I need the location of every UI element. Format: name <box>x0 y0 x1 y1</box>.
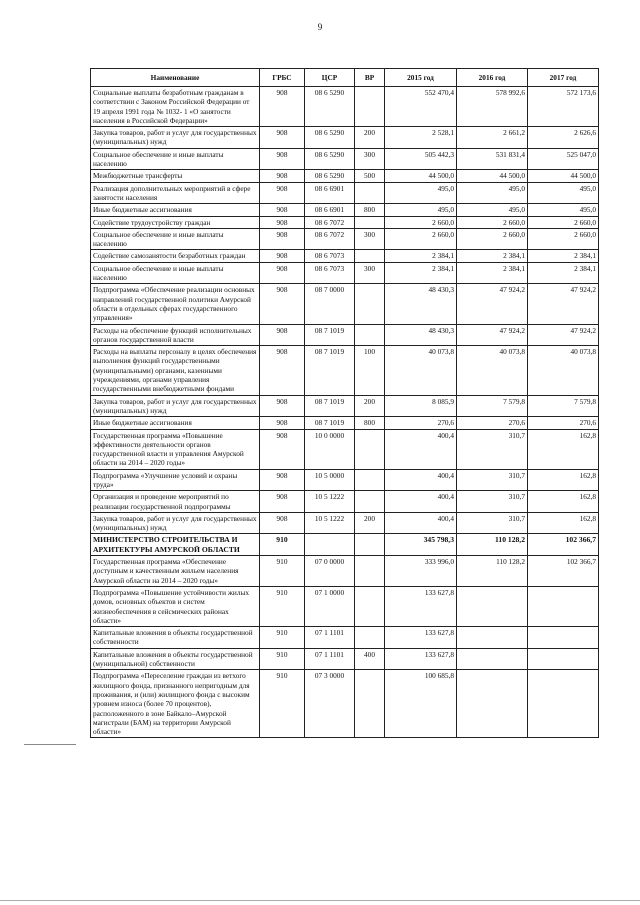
cell-vr <box>355 429 385 469</box>
cell-2016: 2 661,2 <box>457 127 528 149</box>
table-row <box>91 395 599 417</box>
cell-2016: 578 992,6 <box>457 87 528 127</box>
cell-csr: 07 1 1101 <box>305 627 355 649</box>
cell-2016: 40 073,8 <box>457 346 528 395</box>
cell-grbs: 908 <box>260 228 305 250</box>
cell-grbs: 908 <box>260 148 305 170</box>
cell-2015: 40 073,8 <box>385 346 457 395</box>
cell-name: МИНИСТЕРСТВО СТРОИТЕЛЬСТВА И АРХИТЕКТУРЫ АМУРСКОЙ ОБЛАСТИ <box>91 534 260 556</box>
table-row <box>91 284 599 324</box>
cell-name: Социальное обеспечение и иные выплаты населению <box>91 262 260 284</box>
cell-name: Расходы на выплаты персоналу в целях обеспечения выполнения функций государственными (муниципальными) органами, казенными учреждениями, органами управления государственными внебюджетными фондами <box>91 346 260 395</box>
table-row <box>91 627 599 649</box>
table-row <box>91 262 599 284</box>
cell-2016: 495,0 <box>457 204 528 216</box>
cell-grbs: 908 <box>260 216 305 228</box>
cell-2016: 495,0 <box>457 182 528 204</box>
cell-vr <box>355 670 385 738</box>
cell-2016: 7 579,8 <box>457 395 528 417</box>
cell-2015: 2 384,1 <box>385 250 457 262</box>
cell-grbs: 908 <box>260 87 305 127</box>
cell-vr <box>355 182 385 204</box>
cell-vr <box>355 556 385 587</box>
cell-2015: 100 685,8 <box>385 670 457 738</box>
cell-name: Организация и проведение мероприятий по реализации государственной подпрограммы <box>91 491 260 513</box>
cell-2017: 162,8 <box>528 512 599 534</box>
cell-csr: 08 6 7072 <box>305 216 355 228</box>
cell-2016: 531 831,4 <box>457 148 528 170</box>
cell-2015: 333 996,0 <box>385 556 457 587</box>
cell-2015: 133 627,8 <box>385 648 457 670</box>
cell-2015: 400,4 <box>385 491 457 513</box>
table-row <box>91 170 599 182</box>
cell-name: Социальные выплаты безработным гражданам в соответствии с Законом Российской Федерации от 19 апреля 1991 года № 1032- 1 «О занятости населения в Российской Федерации» <box>91 87 260 127</box>
cell-2015: 2 660,0 <box>385 228 457 250</box>
cell-csr: 10 5 1222 <box>305 512 355 534</box>
cell-csr: 08 6 7073 <box>305 262 355 284</box>
cell-name: Иные бюджетные ассигнования <box>91 417 260 429</box>
cell-2017: 2 660,0 <box>528 216 599 228</box>
cell-name: Закупка товаров, работ и услуг для государственных (муниципальных) нужд <box>91 127 260 149</box>
cell-2015: 44 500,0 <box>385 170 457 182</box>
cell-2015: 48 430,3 <box>385 284 457 324</box>
cell-vr: 200 <box>355 512 385 534</box>
cell-csr: 10 0 0000 <box>305 429 355 469</box>
cell-2016 <box>457 648 528 670</box>
cell-grbs: 908 <box>260 469 305 491</box>
cell-2016: 110 128,2 <box>457 556 528 587</box>
cell-2017: 525 047,0 <box>528 148 599 170</box>
table-row <box>91 127 599 149</box>
table-row <box>91 429 599 469</box>
cell-2017: 162,8 <box>528 429 599 469</box>
cell-2017: 2 660,0 <box>528 228 599 250</box>
cell-2016: 44 500,0 <box>457 170 528 182</box>
cell-csr: 08 6 7072 <box>305 228 355 250</box>
cell-2015: 400,4 <box>385 512 457 534</box>
page-bottom-edge <box>0 900 640 901</box>
cell-vr <box>355 469 385 491</box>
cell-csr: 10 5 1222 <box>305 491 355 513</box>
cell-2016: 2 384,1 <box>457 262 528 284</box>
cell-vr: 300 <box>355 262 385 284</box>
cell-csr: 08 6 5290 <box>305 148 355 170</box>
cell-2017: 572 173,6 <box>528 87 599 127</box>
cell-csr <box>305 534 355 556</box>
cell-csr: 08 6 5290 <box>305 170 355 182</box>
cell-2015: 552 470,4 <box>385 87 457 127</box>
cell-csr: 08 7 1019 <box>305 417 355 429</box>
cell-vr <box>355 491 385 513</box>
table-row <box>91 346 599 395</box>
cell-vr: 800 <box>355 204 385 216</box>
cell-2016: 270,6 <box>457 417 528 429</box>
cell-name: Государственная программа «Повышение эффективности деятельности органов государственной власти и управления Амурской области на 2014 – 2020 годы» <box>91 429 260 469</box>
cell-2016 <box>457 627 528 649</box>
cell-csr: 08 7 1019 <box>305 346 355 395</box>
cell-csr: 08 7 1019 <box>305 324 355 346</box>
cell-2017: 2 384,1 <box>528 262 599 284</box>
cell-2016: 110 128,2 <box>457 534 528 556</box>
cell-grbs: 910 <box>260 670 305 738</box>
cell-2017: 495,0 <box>528 182 599 204</box>
table-header-row <box>91 69 599 87</box>
cell-vr: 200 <box>355 127 385 149</box>
cell-2016: 2 384,1 <box>457 250 528 262</box>
cell-2017: 44 500,0 <box>528 170 599 182</box>
header-csr: ЦСР <box>305 69 355 87</box>
cell-2017: 102 366,7 <box>528 534 599 556</box>
cell-2017 <box>528 670 599 738</box>
cell-grbs: 908 <box>260 324 305 346</box>
cell-grbs: 910 <box>260 534 305 556</box>
table-row <box>91 556 599 587</box>
cell-grbs: 908 <box>260 395 305 417</box>
cell-2017: 162,8 <box>528 469 599 491</box>
cell-name: Социальное обеспечение и иные выплаты населению <box>91 228 260 250</box>
cell-vr <box>355 627 385 649</box>
cell-name: Межбюджетные трансферты <box>91 170 260 182</box>
cell-name: Государственная программа «Обеспечение доступным и качественным жильем населения Амурской области на 2014 – 2020 годы» <box>91 556 260 587</box>
cell-name: Капитальные вложения в объекты государственной собственности <box>91 627 260 649</box>
cell-grbs: 908 <box>260 346 305 395</box>
cell-name: Закупка товаров, работ и услуг для государственных (муниципальных) нужд <box>91 512 260 534</box>
cell-name: Капитальные вложения в объекты государственной (муниципальной) собственности <box>91 648 260 670</box>
header-2015: 2015 год <box>385 69 457 87</box>
cell-name: Содействие трудоустройству граждан <box>91 216 260 228</box>
cell-2017: 47 924,2 <box>528 284 599 324</box>
margin-mark <box>24 744 76 745</box>
cell-2015: 495,0 <box>385 204 457 216</box>
header-vr: ВР <box>355 69 385 87</box>
cell-grbs: 908 <box>260 250 305 262</box>
cell-vr: 500 <box>355 170 385 182</box>
cell-grbs: 908 <box>260 170 305 182</box>
cell-2015: 133 627,8 <box>385 586 457 626</box>
cell-csr: 08 6 6901 <box>305 182 355 204</box>
cell-name: Иные бюджетные ассигнования <box>91 204 260 216</box>
cell-2016: 310,7 <box>457 491 528 513</box>
table-row <box>91 512 599 534</box>
cell-grbs: 908 <box>260 491 305 513</box>
cell-grbs: 908 <box>260 182 305 204</box>
cell-2017: 2 626,6 <box>528 127 599 149</box>
cell-name: Подпрограмма «Обеспечение реализации основных направлений государственной политики Амурской области в отдельных сферах государственного управления» <box>91 284 260 324</box>
cell-2016: 47 924,2 <box>457 324 528 346</box>
cell-2016: 310,7 <box>457 429 528 469</box>
cell-2016: 2 660,0 <box>457 228 528 250</box>
cell-2017 <box>528 627 599 649</box>
cell-2016: 2 660,0 <box>457 216 528 228</box>
table-row <box>91 182 599 204</box>
table-row <box>91 586 599 626</box>
cell-2015: 505 442,3 <box>385 148 457 170</box>
header-2017: 2017 год <box>528 69 599 87</box>
cell-name: Содействие самозанятости безработных граждан <box>91 250 260 262</box>
cell-2017: 495,0 <box>528 204 599 216</box>
cell-2015: 345 798,3 <box>385 534 457 556</box>
cell-2016: 47 924,2 <box>457 284 528 324</box>
cell-2015: 495,0 <box>385 182 457 204</box>
cell-2015: 400,4 <box>385 429 457 469</box>
cell-name: Подпрограмма «Повышение устойчивости жилых домов, основных объектов и систем жизнеобеспечения в сейсмических районах области» <box>91 586 260 626</box>
cell-name: Реализация дополнительных мероприятий в сфере занятости населения <box>91 182 260 204</box>
cell-grbs: 910 <box>260 648 305 670</box>
cell-vr: 800 <box>355 417 385 429</box>
cell-grbs: 908 <box>260 262 305 284</box>
cell-2017: 102 366,7 <box>528 556 599 587</box>
table-row <box>91 670 599 738</box>
cell-csr: 07 1 1101 <box>305 648 355 670</box>
cell-2015: 133 627,8 <box>385 627 457 649</box>
cell-2017: 270,6 <box>528 417 599 429</box>
cell-2016: 310,7 <box>457 469 528 491</box>
cell-vr: 100 <box>355 346 385 395</box>
cell-grbs: 908 <box>260 417 305 429</box>
cell-2017 <box>528 586 599 626</box>
cell-grbs: 910 <box>260 627 305 649</box>
cell-grbs: 910 <box>260 586 305 626</box>
cell-vr: 200 <box>355 395 385 417</box>
cell-csr: 10 5 0000 <box>305 469 355 491</box>
cell-name: Подпрограмма «Переселение граждан из ветхого жилищного фонда, признанного непригодным для проживания, и (или) жилищного фонда с высоким уровнем износа (более 70 процентов), расположенного в зоне Байкало–Амурской магистрали (БАМ) на территории Амурской области» <box>91 670 260 738</box>
cell-2015: 48 430,3 <box>385 324 457 346</box>
page-number: 9 <box>317 22 323 32</box>
cell-vr <box>355 216 385 228</box>
cell-vr: 300 <box>355 148 385 170</box>
cell-grbs: 910 <box>260 556 305 587</box>
table-row <box>91 87 599 127</box>
header-grbs: ГРБС <box>260 69 305 87</box>
cell-csr: 07 3 0000 <box>305 670 355 738</box>
cell-vr: 400 <box>355 648 385 670</box>
table-row <box>91 417 599 429</box>
cell-vr: 300 <box>355 228 385 250</box>
cell-vr <box>355 586 385 626</box>
table-row <box>91 469 599 491</box>
cell-2015: 270,6 <box>385 417 457 429</box>
cell-2017: 162,8 <box>528 491 599 513</box>
cell-2015: 8 085,9 <box>385 395 457 417</box>
cell-csr: 07 1 0000 <box>305 586 355 626</box>
cell-2017: 47 924,2 <box>528 324 599 346</box>
cell-2017: 7 579,8 <box>528 395 599 417</box>
cell-2015: 2 384,1 <box>385 262 457 284</box>
table-row <box>91 148 599 170</box>
cell-grbs: 908 <box>260 512 305 534</box>
cell-vr <box>355 324 385 346</box>
cell-csr: 08 7 1019 <box>305 395 355 417</box>
budget-table <box>90 68 599 738</box>
table-row <box>91 324 599 346</box>
cell-2015: 2 660,0 <box>385 216 457 228</box>
cell-vr <box>355 284 385 324</box>
cell-2015: 400,4 <box>385 469 457 491</box>
cell-vr <box>355 250 385 262</box>
cell-2015: 2 528,1 <box>385 127 457 149</box>
cell-csr: 08 6 5290 <box>305 127 355 149</box>
cell-vr <box>355 87 385 127</box>
cell-name: Закупка товаров, работ и услуг для государственных (муниципальных) нужд <box>91 395 260 417</box>
cell-csr: 08 6 7073 <box>305 250 355 262</box>
cell-name: Социальное обеспечение и иные выплаты населению <box>91 148 260 170</box>
cell-2016: 310,7 <box>457 512 528 534</box>
header-2016: 2016 год <box>457 69 528 87</box>
cell-2017 <box>528 648 599 670</box>
cell-2017: 40 073,8 <box>528 346 599 395</box>
cell-grbs: 908 <box>260 284 305 324</box>
header-name: Наименование <box>91 69 260 87</box>
table-row <box>91 534 599 556</box>
table-row <box>91 250 599 262</box>
cell-2017: 2 384,1 <box>528 250 599 262</box>
cell-name: Подпрограмма «Улучшение условий и охраны труда» <box>91 469 260 491</box>
cell-csr: 08 7 0000 <box>305 284 355 324</box>
table-row <box>91 216 599 228</box>
table-row <box>91 228 599 250</box>
cell-grbs: 908 <box>260 204 305 216</box>
cell-csr: 08 6 6901 <box>305 204 355 216</box>
table-row <box>91 491 599 513</box>
cell-grbs: 908 <box>260 127 305 149</box>
cell-2016 <box>457 670 528 738</box>
cell-csr: 08 6 5290 <box>305 87 355 127</box>
cell-grbs: 908 <box>260 429 305 469</box>
cell-2016 <box>457 586 528 626</box>
cell-csr: 07 0 0000 <box>305 556 355 587</box>
table-row <box>91 648 599 670</box>
table-row <box>91 204 599 216</box>
cell-name: Расходы на обеспечение функций исполнительных органов государственной власти <box>91 324 260 346</box>
cell-vr <box>355 534 385 556</box>
